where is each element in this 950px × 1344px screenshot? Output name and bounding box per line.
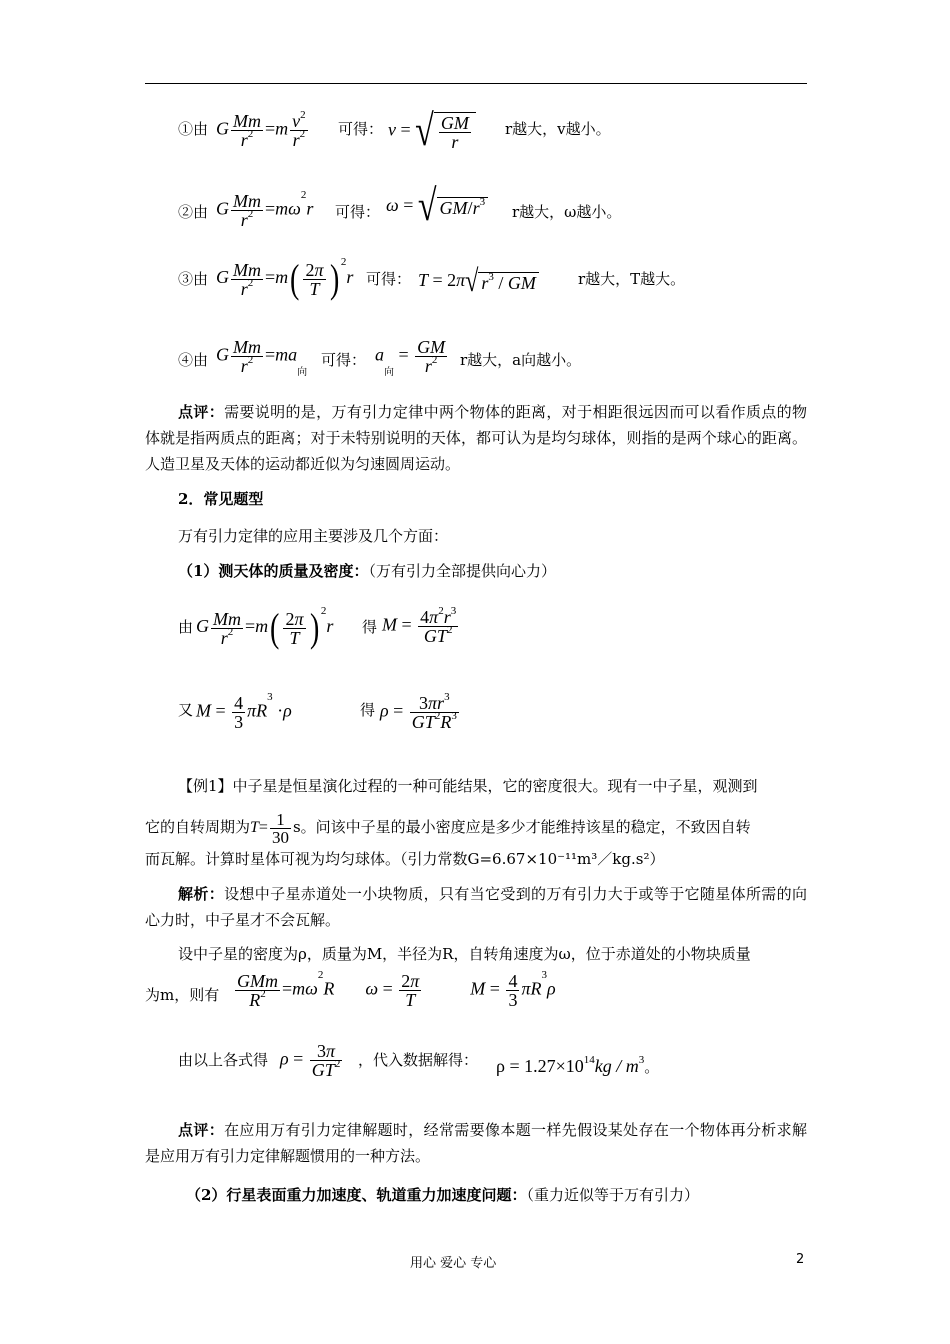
item3-prefix: ③由	[178, 270, 209, 288]
item3-formula: G $\frac{Mm}{r^2}$ =m( $\frac{2\pi}{T}$ ) $^2$r	[216, 256, 354, 301]
solution-combined-formula: ρ = $\frac{3\pi}{GT^2}$	[280, 1041, 341, 1080]
solution-equations: $\frac{\text{GMm}}{R^2}$ $=m\omega^2R$ ω = $\frac{2\pi}{T}$ M = $\frac{4}{3}$ $\pi R^3\rho$	[237, 969, 556, 1010]
item4-get: 可得：	[321, 351, 367, 369]
derive-also: 又	[178, 701, 194, 719]
result-exponent: 14	[583, 1054, 595, 1066]
item1-result: v = √ $\frac{GM}{r}$	[388, 112, 476, 151]
section2-intro: 万有引力定律的应用主要涉及几个方面：	[178, 527, 449, 545]
mass-result: M = $\frac{4\pi^2r^3}{GT^2}$	[382, 605, 457, 646]
item2-get: 可得：	[335, 203, 381, 221]
topic2-line	[186, 1185, 699, 1205]
result-period: 。	[644, 1060, 660, 1076]
item2-result: ω = √ $GM/r^3$	[386, 190, 488, 224]
solution-paragraph	[145, 881, 807, 933]
topic2-note: （重力近似等于万有引力）	[526, 1186, 699, 1204]
item2-prefix: ②由	[178, 203, 209, 221]
topic2-heading: （2）行星表面重力加速度、轨道重力加速度问题：	[186, 1186, 527, 1204]
item3-get: 可得：	[366, 270, 412, 288]
item1-prefix: ①由	[178, 120, 209, 138]
solution-substitute: ，代入数据解得：	[358, 1051, 479, 1069]
item4-result: $a_向$ = $\frac{GM}{r^2}$	[375, 337, 446, 378]
example1-text-b2: s。问该中子星的最小密度应是多少才能维持该星的稳定，不致因自转	[292, 818, 751, 837]
derive-you: 由	[178, 618, 194, 636]
item1-note: r越大，v越小。	[505, 120, 611, 138]
solution-result	[496, 1054, 660, 1078]
solution-combine: 由以上各式得	[178, 1051, 269, 1069]
example1-tag: 【例1】	[178, 777, 233, 795]
density-volume-formula: M = $\frac{4}{3}$ $\pi R^3 \cdot\rho$	[196, 691, 292, 732]
topic1-heading: （1）测天体的质量及密度：	[178, 562, 369, 580]
item4-prefix: ④由	[178, 351, 209, 369]
comment1-label: 点评：	[178, 403, 225, 421]
result-value: ρ = 1.27×10	[496, 1056, 584, 1076]
item4-formula: G $\frac{Mm}{r^2}$ $=ma_向$	[216, 337, 308, 378]
item1-formula: G $\frac{Mm}{r^2}$ =m $\frac{v^2}{r^2}$	[216, 109, 306, 150]
example1-text-c: 而瓦解。计算时星体可视为均匀球体。（引力常数G=6.67×10⁻¹¹m³／kg.s²）	[145, 850, 665, 868]
example1-line-a	[178, 776, 758, 796]
example1-line-b: 它的自转周期为T= $\frac{1}{30}$ s。问该中子星的最小密度应是多少才能维持该星的稳定，不致因自转	[145, 810, 751, 847]
mass-formula: G $\frac{Mm}{r^2}$ =m( $\frac{2\pi}{T}$ ) $^2$r	[196, 605, 334, 650]
item3-note: r越大，T越大。	[578, 270, 686, 288]
solution-label: 解析：	[178, 885, 225, 903]
solution-setup-a: 设中子星的密度为ρ，质量为M，半径为R，自转角速度为ω，位于赤道处的小物块质量	[178, 945, 751, 963]
result-unit-exponent: 3	[638, 1054, 645, 1066]
solution-text: 设想中子星赤道处一小块物质，只有当它受到的万有引力大于或等于它随星体所需的向心力时，中子星才不会瓦解。	[145, 885, 807, 929]
topic1-note: （万有引力全部提供向心力）	[368, 562, 556, 580]
comment1-paragraph	[145, 399, 807, 477]
comment2-paragraph	[145, 1117, 807, 1169]
comment1-text: 需要说明的是，万有引力定律中两个物体的距离，对于相距很远因而可以看作质点的物体就是指两质点的距离；对于未特别说明的天体，都可认为是均匀球体，则指的是两个球心的距离。人造卫星及天体的运动都近似为匀速圆周运动。	[145, 403, 807, 473]
result-unit: kg / m	[594, 1056, 639, 1076]
comment2-text: 在应用万有引力定律解题时，经常需要像本题一样先假设某处存在一个物体再分析求解是应用万有引力定律解题惯用的一种方法。	[145, 1121, 807, 1165]
density-result: ρ = $\frac{3\pi r^3}{GT^2R^3}$	[380, 691, 457, 732]
comment2-label: 点评：	[178, 1121, 225, 1139]
page-number: 2	[796, 1252, 805, 1267]
footer-text: 用心 爱心 专心	[410, 1256, 497, 1271]
topic1-line	[178, 561, 556, 581]
item3-result: T = 2π√ $r^3$ / GM	[418, 270, 539, 294]
solution-setup-b: 为m，则有	[145, 986, 220, 1004]
header-rule	[145, 83, 807, 84]
derive-de2: 得	[360, 701, 376, 719]
derive-de1: 得	[362, 618, 378, 636]
example1-text-a: 中子星是恒星演化过程的一种可能结果，它的密度很大。现有一中子星，观测到	[232, 777, 758, 795]
item4-note: r越大，a向越小。	[460, 351, 582, 369]
item1-get: 可得：	[338, 120, 384, 138]
example1-text-b1: 它的自转周期为	[145, 818, 251, 837]
section2-heading: 2．常见题型	[178, 490, 264, 508]
item2-note: r越大，ω越小。	[512, 203, 622, 221]
item2-formula: G $\frac{Mm}{r^2}$ $=m\omega^2r$	[216, 189, 314, 230]
